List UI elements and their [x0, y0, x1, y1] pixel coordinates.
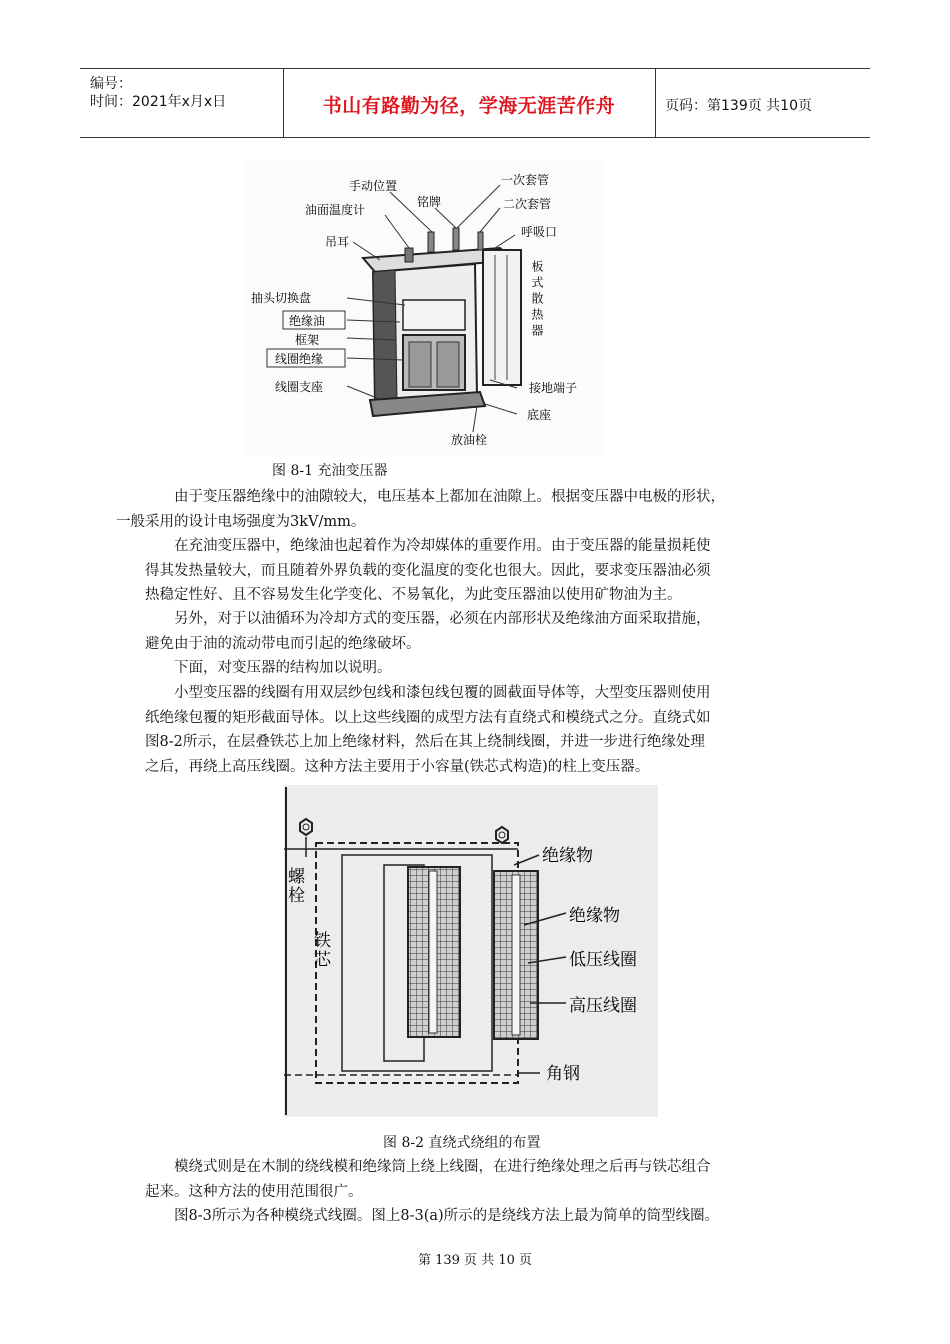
label-primary-bushing: 一次套管 [501, 173, 550, 187]
label-insulator: 绝缘物 [569, 906, 620, 926]
label-insulating-oil: 绝缘油 [289, 314, 326, 328]
label-breather: 呼吸口 [521, 225, 558, 239]
paragraph-line: 模绕式则是在木制的绕线模和绝缘筒上绕上线圈，在进行绝缘处理之后再与铁芯组合 [174, 1159, 711, 1175]
paragraph-6 [145, 1155, 807, 1204]
page-header [80, 68, 870, 138]
label-coil-insulation: 线圈绝缘 [275, 352, 324, 366]
label-frame: 框架 [295, 333, 320, 347]
paragraph-line: 起来。这种方法的使用范围很广。 [145, 1183, 363, 1200]
header-motto-cell [283, 69, 656, 137]
figure2-caption: 图 8-2 直绕式绕组的布置 [383, 1135, 541, 1151]
label-bolt: 螺栓 [284, 867, 304, 905]
label-angle-steel: 角钢 [546, 1064, 580, 1084]
paragraph-line: 之后，再绕上高压线圈。这种方法主要用于小容量(铁芯式构造)的柱上变压器。 [145, 758, 650, 775]
figure-direct-winding [284, 785, 658, 1117]
label-drain-plug: 放油栓 [451, 433, 488, 447]
label-insulator-top: 绝缘物 [542, 846, 593, 866]
paragraph-line: 一般采用的设计电场强度为3kV/mm。 [116, 513, 366, 530]
paragraph-line: 由于变压器绝缘中的油隙较大，电压基本上都加在油隙上。根据变压器中电极的形状， [174, 489, 725, 505]
header-page-cell [655, 69, 870, 137]
label-coil-support: 线圈支座 [275, 380, 324, 394]
label-secondary-bushing: 二次套管 [503, 197, 552, 211]
paragraph-2 [145, 534, 807, 608]
paragraph-3 [145, 607, 807, 656]
paragraph-5 [145, 681, 807, 779]
paragraph-line: 得其发热量较大，而且随着外界负载的变化温度的变化也很大。因此，要求变压器油必须 [145, 562, 711, 579]
paragraph-line: 图8-3所示为各种模绕式线圈。图上8-3(a)所示的是绕线方法上最为简单的筒型线圈。 [174, 1208, 720, 1224]
label-tap-changer: 抽头切换盘 [251, 291, 312, 305]
paragraph-line: 在充油变压器中，绝缘油也起着作为冷却媒体的重要作用。由于变压器的能量损耗使 [174, 538, 711, 554]
paragraph-line: 纸绝缘包覆的矩形截面导体。以上这些线圈的成型方法有直绕式和模绕式之分。直绕式如 [145, 709, 711, 726]
page-footer: 第 139 页 共 10 页 [417, 1253, 533, 1268]
header-info-cell [80, 69, 284, 137]
label-iron-core: 铁芯 [310, 931, 330, 969]
figure1-caption: 图 8-1 充油变压器 [272, 463, 388, 479]
motto: 书山有路勤为径，学海无涯苦作舟 [322, 95, 616, 117]
paragraph-line: 小型变压器的线圈有用双层纱包线和漆包线包覆的圆截面导体等，大型变压器则使用 [174, 685, 711, 701]
paragraph-1 [116, 485, 807, 534]
label-radiator: 板式散热器 [530, 260, 544, 340]
label-base: 底座 [527, 408, 552, 422]
paragraph-line: 避免由于油的流动带电而引起的绝缘破坏。 [145, 635, 421, 652]
label-low-voltage-coil: 低压线圈 [569, 950, 637, 970]
paragraph-line: 图8-2所示，在层叠铁芯上加上绝缘材料，然后在其上绕制线圈，并进一步进行绝缘处理 [145, 734, 705, 750]
paragraph-line: 另外，对于以油循环为冷却方式的变压器，必须在内部形状及绝缘油方面采取措施， [174, 611, 711, 627]
label-manual-position: 手动位置 [349, 179, 398, 193]
label-nameplate: 铭牌 [417, 195, 442, 209]
label-ground-terminal: 接地端子 [529, 381, 578, 395]
figure-oil-transformer [245, 160, 605, 455]
label-high-voltage-coil: 高压线圈 [569, 996, 637, 1016]
paragraph-7 [145, 1204, 807, 1229]
paragraph-line: 下面，对变压器的结构加以说明。 [174, 660, 392, 676]
paragraph-line: 热稳定性好、且不容易发生化学变化、不易氧化，为此变压器油以使用矿物油为主。 [145, 587, 682, 603]
paragraph-4 [145, 656, 807, 681]
page-label: 页码：第139页 共10页 [665, 98, 812, 114]
date-label: 时间：2021年x月x日 [90, 94, 227, 110]
label-oil-thermometer: 油面温度计 [305, 203, 366, 217]
label-lifting-lug: 吊耳 [325, 235, 350, 249]
code-label: 编号： [90, 76, 132, 92]
